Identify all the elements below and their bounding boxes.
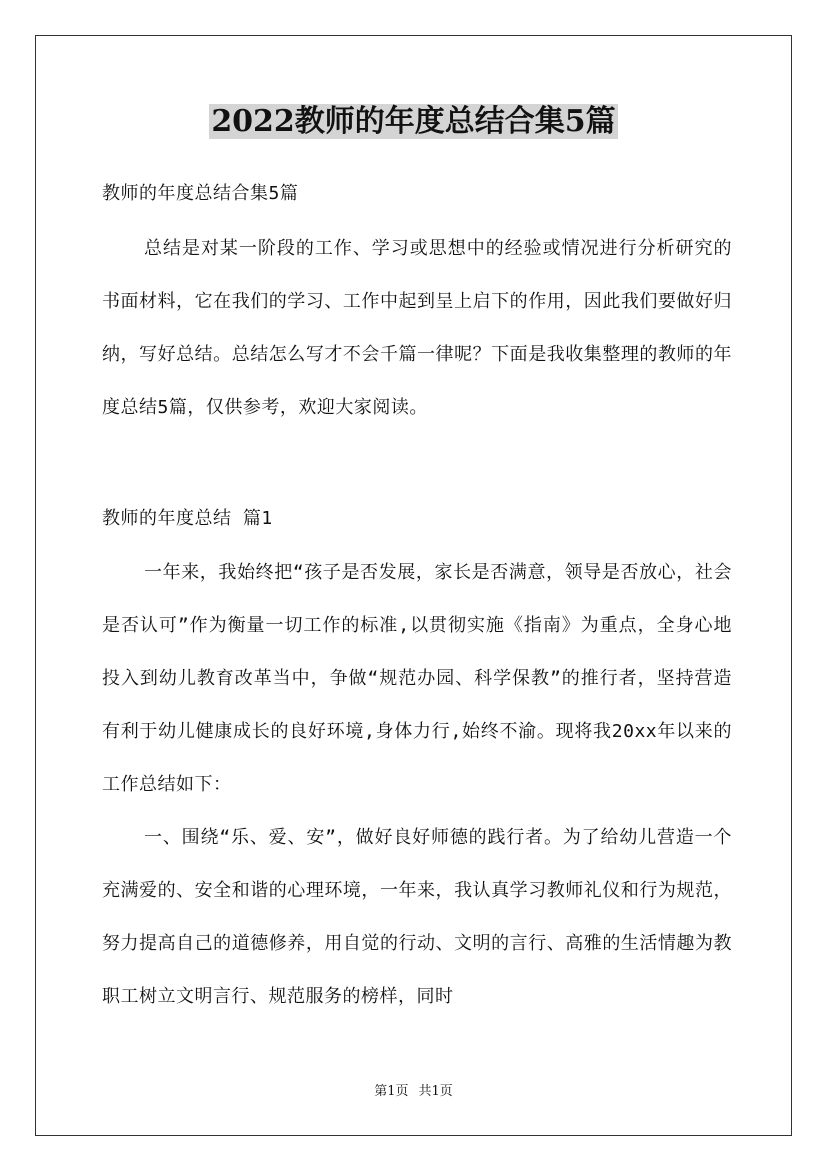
section-paragraph-1: 一年来，我始终把“孩子是否发展，家长是否满意，领导是否放心，社会是否认可”作为衡量一切工作的标准,以贯彻实施《指南》为重点，全身心地投入到幼儿教育改革当中，争做“规范办园、科学保教”的推行者，坚持营造有利于幼儿健康成长的良好环境,身体力行,始终不渝。现将我20xx年以来的工作总结如下： (102, 562, 732, 795)
page-footer (0, 1083, 827, 1101)
document-title (0, 100, 827, 144)
section-heading: 教师的年度总结 篇1 (102, 508, 273, 529)
page-total: 共1页 (418, 1084, 453, 1099)
intro-paragraph: 总结是对某一阶段的工作、学习或思想中的经验或情况进行分析研究的书面材料，它在我们的学习、工作中起到呈上启下的作用，因此我们要做好归纳，写好总结。总结怎么写才不会千篇一律呢？下面是我收集整理的教师的年度总结5篇，仅供参考，欢迎大家阅读。 (102, 238, 732, 418)
document-title-text: 2022教师的年度总结合集5篇 (211, 104, 616, 139)
document-subtitle: 教师的年度总结合集5篇 (102, 183, 299, 204)
section-paragraph-2: 一、围绕“乐、爱、安”，做好良好师德的践行者。为了给幼儿营造一个充满爱的、安全和谐的心理环境，一年来，我认真学习教师礼仪和行为规范，努力提高自己的道德修养，用自觉的行动、文明的言行、高雅的生活情趣为教职工树立文明言行、规范服务的榜样，同时 (102, 827, 732, 1007)
page-number: 第1页 (374, 1084, 409, 1099)
